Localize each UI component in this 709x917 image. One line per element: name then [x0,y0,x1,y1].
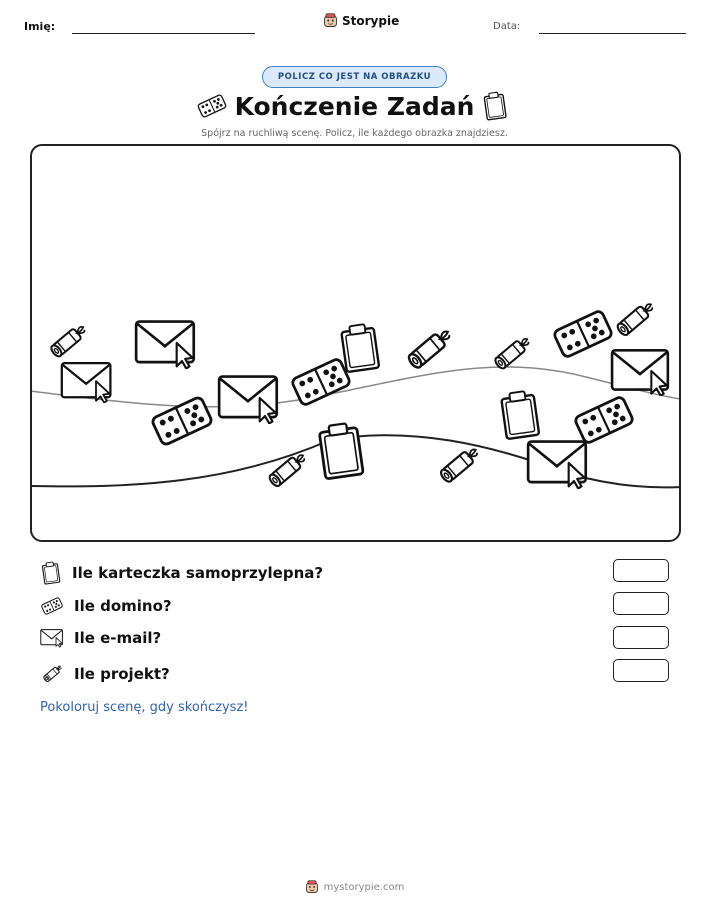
scroll-icon [407,327,454,370]
question-label: Ile projekt? [74,665,170,683]
scroll-icon [49,323,88,358]
name-label: Imię: [24,20,56,33]
date-label: Data: [493,21,521,32]
storypie-mascot-icon [305,880,319,894]
email-icon [528,442,586,489]
scroll-icon [493,335,532,370]
question-label: Ile e-mail? [74,629,162,647]
site-url[interactable]: mystorypie.com [323,881,405,893]
sticky-note-icon [319,422,364,479]
scroll-icon [40,662,64,686]
email-icon [40,628,64,648]
domino-icon [291,358,351,406]
answer-box[interactable] [613,592,669,615]
question-row [40,595,172,617]
page-subtitle: Spójrz na ruchliwą scenę. Policz, ile każdego obrazka znajdziesz. [201,128,508,139]
email-icon [62,363,111,403]
sticky-note-icon [341,323,379,372]
instruction-badge: POLICZ CO JEST NA OBRAZKU [262,66,447,88]
storypie-mascot-icon [323,13,338,28]
scene-wave-line [30,367,681,407]
page-title: Kończenie Zadań [234,92,475,121]
brand-logo [323,13,399,28]
domino-icon [40,595,64,617]
question-row [40,662,170,686]
coloring-note: Pokoloruj scenę, gdy skończysz! [40,700,249,715]
site-footer [0,880,709,894]
question-label: Ile domino? [74,597,172,615]
answer-box[interactable] [613,626,669,649]
question-row [40,561,323,585]
email-icon [612,350,668,395]
domino-icon [151,396,213,446]
domino-icon [574,396,634,444]
sticky-note-icon [482,91,508,121]
answer-box[interactable] [613,559,669,582]
sticky-note-icon [501,390,539,439]
email-icon [136,322,194,369]
date-field-line[interactable] [539,33,686,34]
email-icon [219,377,277,424]
answer-box[interactable] [613,659,669,682]
domino-icon [553,310,613,358]
scroll-icon [616,300,656,337]
counting-scene [30,144,681,542]
question-label: Ile karteczka samoprzylepna? [72,564,324,582]
name-field-line[interactable] [72,33,255,34]
brand-name: Storypie [342,13,400,28]
sticky-note-icon [40,561,62,585]
scroll-icon [439,445,481,483]
question-row [40,628,161,648]
